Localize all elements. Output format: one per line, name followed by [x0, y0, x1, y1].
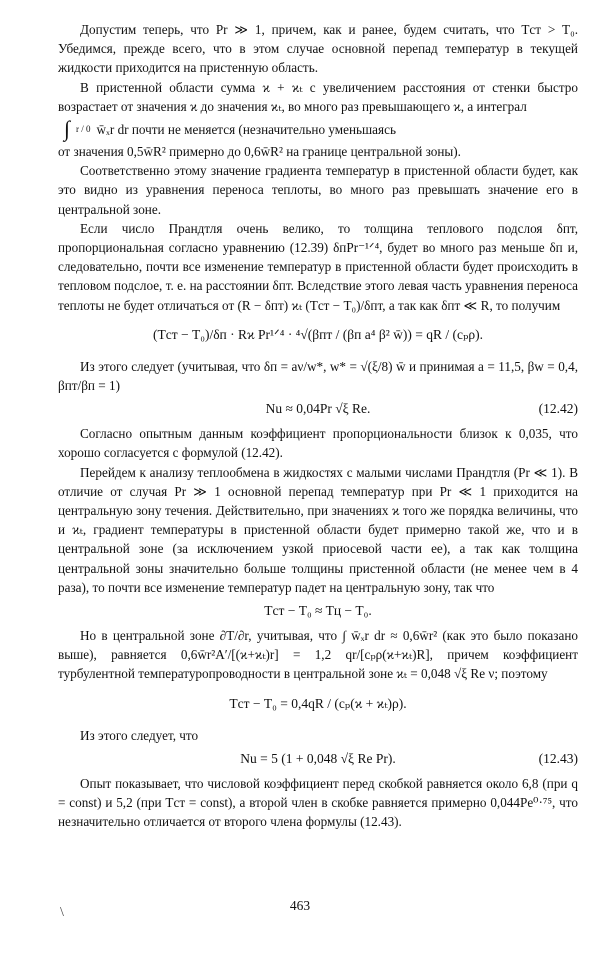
paragraph-11: Опыт показывает, что числовой коэффициент перед скобкой равняется около 6,8 (при q = const) и 5,2 (при Tст = const), а второй член в скобке равняется примерно 0,044Pe⁰·⁷⁵, что незначительно отличается от второго члена формулы (12.43).: [58, 775, 578, 830]
integral-text: w̄ₓr dr почти не меняется (незначительно уменьшаясь: [96, 121, 396, 137]
margin-mark: \: [60, 905, 64, 920]
page-body: [58, 20, 578, 832]
integral-line: [58, 118, 578, 140]
equation-temp-difference: Tст − T₀ ≈ Tц − T₀.: [264, 603, 372, 619]
paragraph-1: Допустим теперь, что Pr ≫ 1, причем, как и ранее, будем считать, что Tст > T₀. Убедимся, прежде всего, что в этом случае основной перепад температур в текущей жидкости приходится на пристенную область.: [58, 22, 578, 76]
equation-12-43-body: Nu = 5 (1 + 0,048 √ξ Re Pr).: [240, 750, 396, 766]
page-number: 463: [289, 898, 311, 913]
integral-sign-icon: ∫: [64, 116, 71, 142]
equation-temp-ratio: (Tст − T₀)/δп · Rϰ Pr¹ᐟ⁴ · ⁴√(βпт / (βп a⁴ β² w̄)) = qR / (cₚρ).: [153, 326, 483, 342]
paragraph-2: В пристенной области сумма ϰ + ϰₜ с увеличением расстояния от стенки быстро возрастает от значения ϰ до значения ϰₜ, во много раз превышающего ϰ, а интеграл: [58, 79, 578, 114]
paragraph-4: Соответственно этому значение градиента температур в пристенной области будет, как это видно из уравнения переноса теплоты, во много раз превышать значение его в центральной зоне.: [58, 163, 578, 217]
equation-12-42: [58, 399, 578, 418]
paragraph-8: Перейдем к анализу теплообмена в жидкостях с малыми числами Прандтля (Pr ≪ 1). В отличие от случая Pr ≫ 1 основной перепад температур при Pr ≪ 1 приходится на центральную зону течения. Действительно, при значениях ϰ того же порядка величины, что и ϰₜ, градиент температуры в пристенной области будет примерно такой же, что и в центральной зоне (за исключением узкой приосевой части ее), а так как толщина центральной зоны значительно больше толщины пристенной области (не менее чем в 4 раза), то почти все изменение температур падет на центральную зону, так что: [58, 464, 578, 595]
integral-limits: r / 0: [76, 123, 91, 134]
equation-12-43: [58, 749, 578, 768]
equation-number-12-43: (12.43): [538, 750, 578, 766]
paragraph-7: Согласно опытным данным коэффициент пропорциональности близок к 0,035, что хорошо согласуется с формулой (12.42).: [58, 426, 578, 461]
equation-number-12-42: (12.42): [538, 401, 578, 417]
paragraph-6: Из этого следует (учитывая, что δп = aν/w*, w* = √(ξ/8) w̄ и принимая a = 11,5, βw = 0,4, βпт/βп = 1): [58, 358, 578, 394]
paragraph-3: от значения 0,5w̄R² примерно до 0,6w̄R² на границе центральной зоны).: [58, 144, 461, 160]
equation-central-zone: Tст − T₀ = 0,4qR / (cₚ(ϰ + ϰₜ)ρ).: [229, 695, 407, 711]
equation-12-42-body: Nu ≈ 0,04Pr √ξ Re.: [265, 401, 371, 417]
paragraph-9: Но в центральной зоне ∂T/∂r, учитывая, что ∫ w̄ₓr dr ≈ 0,6w̄r² (как это было показано выше), равняется 0,6w̄r²A′/[(ϰ+ϰₜ)r] = 1,2 qr/[cₚρ(ϰ+ϰₜ)R], причем коэффициент турбулентной температуропроводности в центральной зоне ϰₜ = 0,048 √ξ Re ν; поэтому: [58, 628, 578, 682]
paragraph-5: Если число Прандтля очень велико, то толщина теплового подслоя δпт, пропорциональная согласно уравнению (12.39) δпPr⁻¹ᐟ⁴, будет во много раз меньше δп и, следовательно, почти все изменение температур в пристенной области будет происходить в тепловом подслое, т. е. на расстоянии δпт. Вследствие этого левая часть уравнения переноса теплоты не будет отличаться от (R − δпт) ϰₜ (Tст − T₀)/δпт, а так как δпт ≪ R, то получим: [58, 220, 578, 313]
paragraph-10: Из этого следует, что: [80, 727, 199, 743]
